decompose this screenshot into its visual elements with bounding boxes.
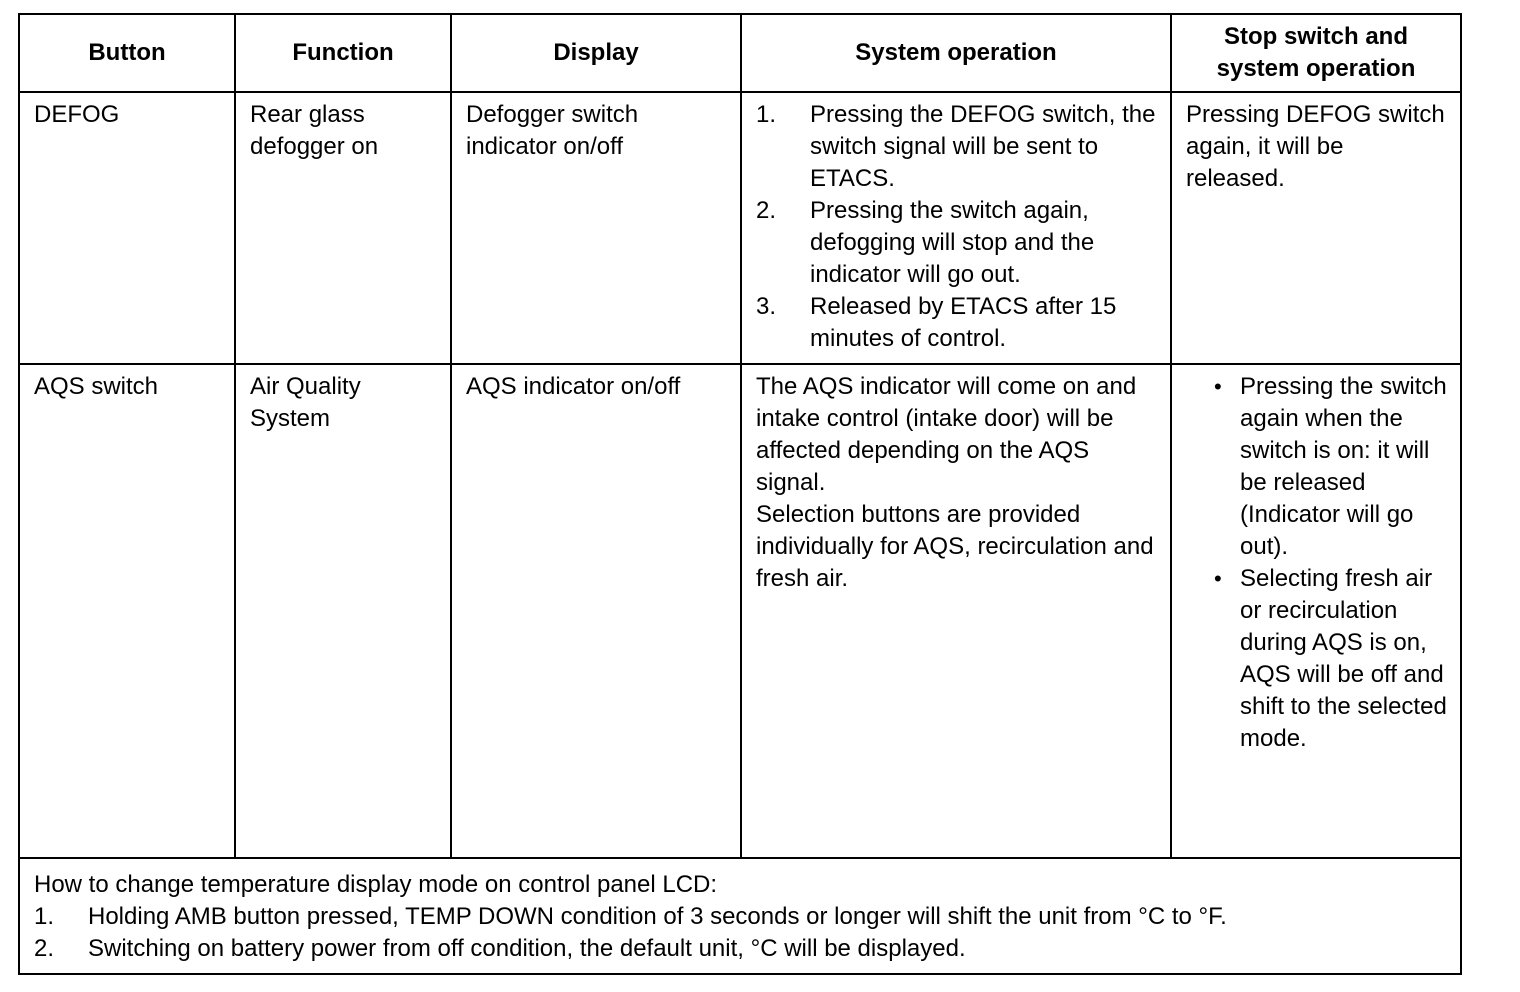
step-text: Switching on battery power from off condition, the default unit, °C will be displayed. bbox=[88, 935, 966, 962]
cell-function: Rear glass defogger on bbox=[235, 92, 451, 364]
cell-stop-switch bbox=[1171, 364, 1461, 858]
header-stop-switch: Stop switch and system operation bbox=[1171, 14, 1461, 92]
table-row bbox=[19, 364, 1461, 858]
step-number: 2. bbox=[34, 935, 55, 962]
cell-button: DEFOG bbox=[19, 92, 235, 364]
bullet-text: Pressing the switch again when the switch is on: it will be released (Indicator will go out). bbox=[1240, 373, 1447, 560]
bullet-icon: • bbox=[1214, 374, 1222, 399]
header-row bbox=[19, 14, 1461, 92]
paragraph: Selection buttons are provided individually for AQS, recirculation and fresh air. bbox=[756, 501, 1154, 592]
bullet-text: Selecting fresh air or recirculation during AQS is on, AQS will be off and shift to the selected mode. bbox=[1240, 565, 1447, 752]
cell-stop-switch: Pressing DEFOG switch again, it will be released. bbox=[1171, 92, 1461, 364]
spec-table bbox=[18, 13, 1462, 975]
footer-title: How to change temperature display mode on control panel LCD: bbox=[34, 871, 718, 898]
cell-display: Defogger switch indicator on/off bbox=[451, 92, 741, 364]
header-button: Button bbox=[19, 14, 235, 92]
step-text: Pressing the DEFOG switch, the switch signal will be sent to ETACS. bbox=[810, 101, 1156, 192]
footer-row bbox=[19, 858, 1461, 974]
cell-function: Air Quality System bbox=[235, 364, 451, 858]
list-item bbox=[34, 933, 1446, 965]
step-number: 3. bbox=[756, 293, 777, 320]
step-number: 1. bbox=[34, 903, 55, 930]
footer-list bbox=[34, 901, 1446, 965]
cell-display: AQS indicator on/off bbox=[451, 364, 741, 858]
list-item bbox=[756, 99, 1158, 195]
header-display: Display bbox=[451, 14, 741, 92]
list-item bbox=[34, 901, 1446, 933]
step-number: 1. bbox=[756, 101, 777, 128]
header-system-operation: System operation bbox=[741, 14, 1171, 92]
bullet-icon: • bbox=[1214, 566, 1222, 591]
bullet-list bbox=[1186, 371, 1448, 755]
list-item bbox=[756, 291, 1158, 355]
cell-system-operation bbox=[741, 364, 1171, 858]
footer-note bbox=[19, 858, 1461, 974]
cell-button: AQS switch bbox=[19, 364, 235, 858]
paragraph: The AQS indicator will come on and intake control (intake door) will be affected depending on the AQS signal. bbox=[756, 373, 1137, 496]
list-item bbox=[1214, 371, 1448, 563]
step-text: Holding AMB button pressed, TEMP DOWN condition of 3 seconds or longer will shift the unit from °C to °F. bbox=[88, 903, 1227, 930]
list-item bbox=[756, 195, 1158, 291]
step-number: 2. bbox=[756, 197, 777, 224]
list-item bbox=[1214, 563, 1448, 755]
table-row bbox=[19, 92, 1461, 364]
step-text: Released by ETACS after 15 minutes of control. bbox=[810, 293, 1117, 352]
step-text: Pressing the switch again, defogging will stop and the indicator will go out. bbox=[810, 197, 1095, 288]
header-function: Function bbox=[235, 14, 451, 92]
cell-system-operation bbox=[741, 92, 1171, 364]
step-list bbox=[756, 99, 1158, 355]
